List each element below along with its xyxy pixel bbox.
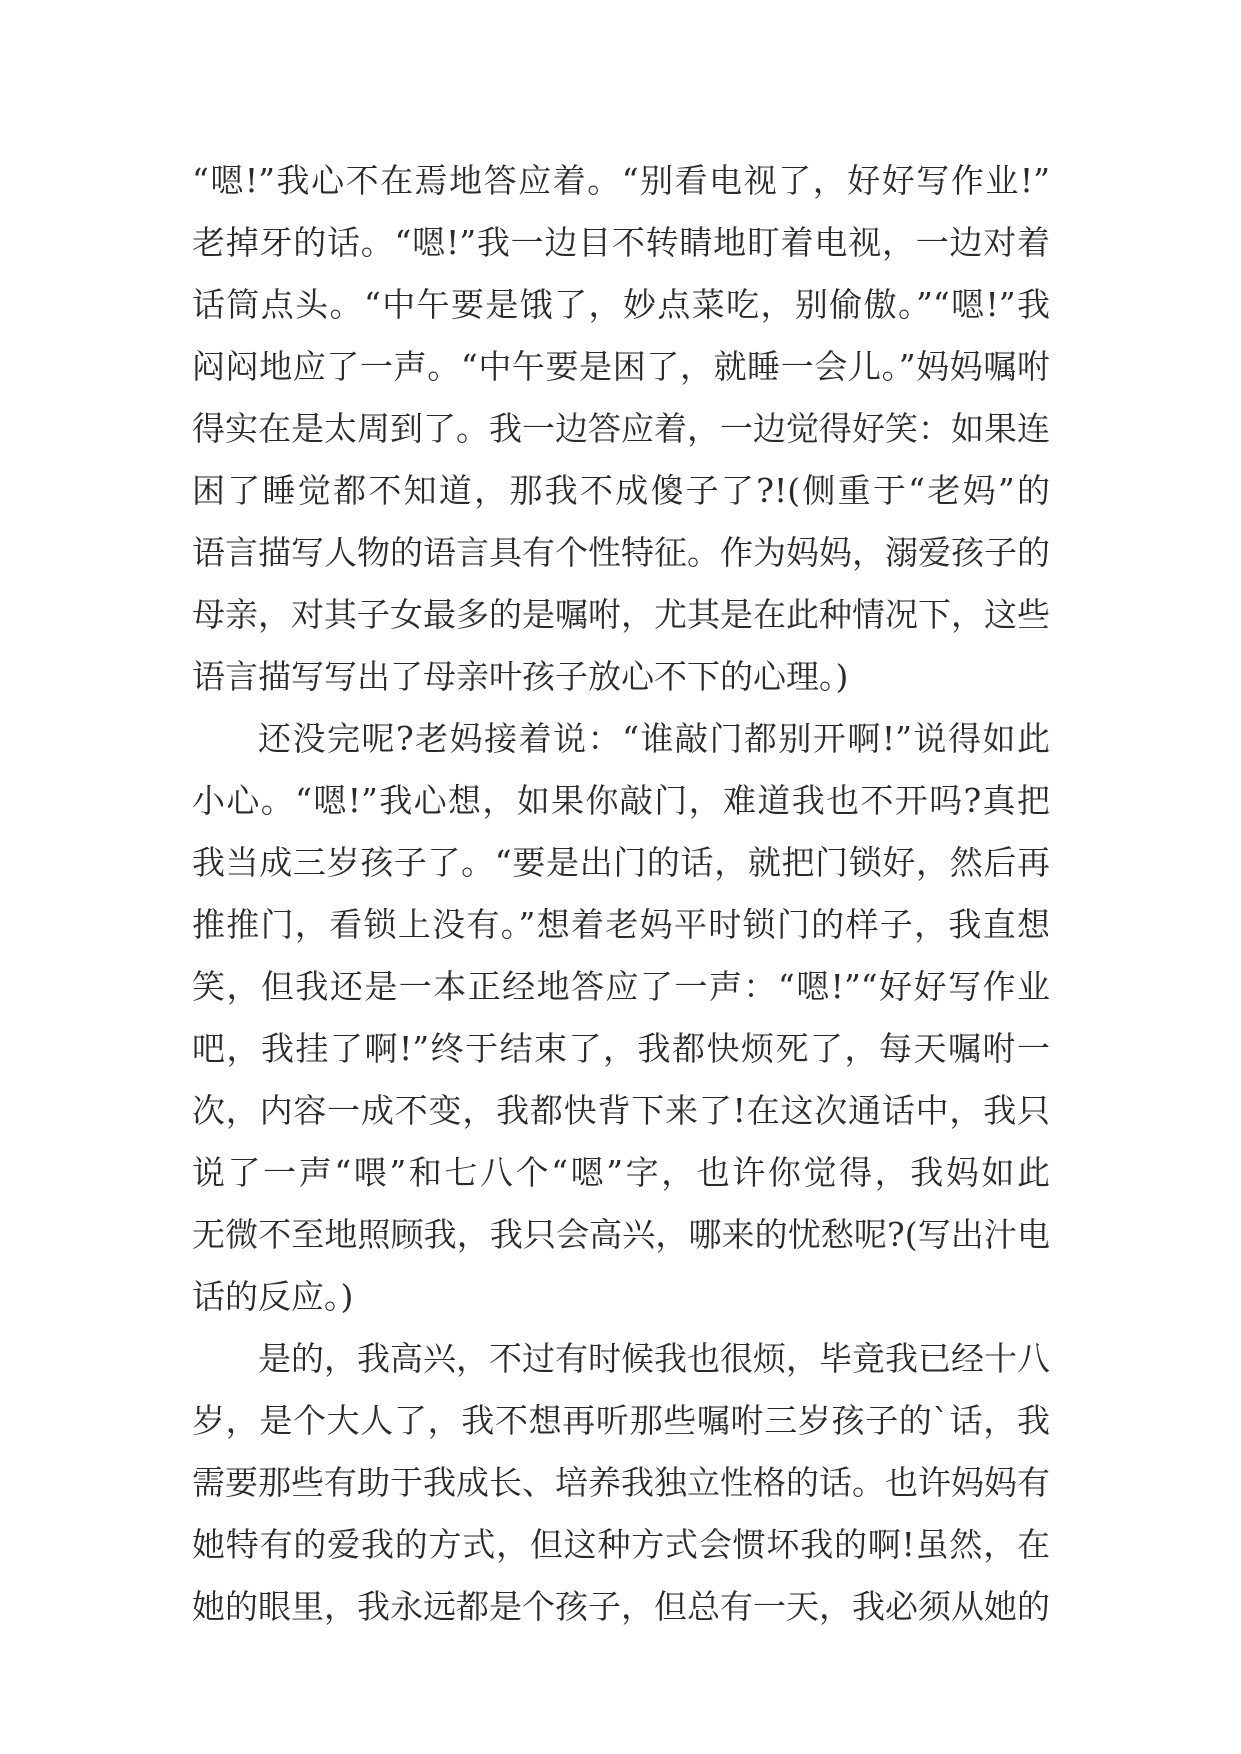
- text-line: 小心。“嗯!”我心想，如果你敲门，难道我也不开吗?真把: [192, 781, 1050, 820]
- text-line: 得实在是太周到了。我一边答应着，一边觉得好笑：如果连: [192, 409, 1050, 448]
- paragraph-2: [192, 708, 1050, 1328]
- body-text: [192, 150, 1050, 1638]
- text-line: 次，内容一成不变，我都快背下来了!在这次通话中，我只: [192, 1091, 1050, 1130]
- text-line: 是的，我高兴，不过有时候我也很烦，毕竟我已经十八: [258, 1339, 1050, 1378]
- text-line: 话的反应。): [192, 1277, 354, 1316]
- text-line: 语言描写写出了母亲叶孩子放心不下的心理。): [192, 657, 849, 696]
- text-line: 话筒点头。“中午要是饿了，妙点菜吃，别偷傲。”“嗯!”我: [192, 285, 1050, 324]
- text-line: “嗯!”我心不在焉地答应着。“别看电视了，好好写作业!”: [192, 161, 1050, 200]
- text-line: 需要那些有助于我成长、培养我独立性格的话。也许妈妈有: [192, 1463, 1050, 1502]
- text-line: 老掉牙的话。“嗯!”我一边目不转睛地盯着电视，一边对着: [192, 223, 1050, 262]
- text-line: 无微不至地照顾我，我只会高兴，哪来的忧愁呢?(写出汁电: [192, 1215, 1050, 1254]
- text-line: 语言描写人物的语言具有个性特征。作为妈妈，溺爱孩子的: [192, 533, 1050, 572]
- text-line: 母亲，对其子女最多的是嘱咐，尤其是在此种情况下，这些: [192, 595, 1050, 634]
- text-line: 她的眼里，我永远都是个孩子，但总有一天，我必须从她的: [192, 1587, 1050, 1626]
- text-line: 她特有的爱我的方式，但这种方式会惯坏我的啊!虽然，在: [192, 1525, 1050, 1564]
- text-line: 我当成三岁孩子了。“要是出门的话，就把门锁好，然后再: [192, 843, 1050, 882]
- text-line: 说了一声“喂”和七八个“嗯”字，也许你觉得，我妈如此: [192, 1153, 1050, 1192]
- text-line: 闷闷地应了一声。“中午要是困了，就睡一会儿。”妈妈嘱咐: [192, 347, 1050, 386]
- text-line: 困了睡觉都不知道，那我不成傻子了?!(侧重于“老妈”的: [192, 471, 1050, 510]
- text-line: 还没完呢?老妈接着说：“谁敲门都别开啊!”说得如此: [258, 719, 1050, 758]
- text-line: 岁，是个大人了，我不想再听那些嘱咐三岁孩子的`话，我: [192, 1401, 1050, 1440]
- paragraph-1: [192, 150, 1050, 708]
- text-line: 推推门，看锁上没有。”想着老妈平时锁门的样子，我直想: [192, 905, 1050, 944]
- text-line: 吧，我挂了啊!”终于结束了，我都快烦死了，每天嘱咐一: [192, 1029, 1050, 1068]
- text-line: 笑，但我还是一本正经地答应了一声：“嗯!”“好好写作业: [192, 967, 1050, 1006]
- paragraph-3: [192, 1328, 1050, 1638]
